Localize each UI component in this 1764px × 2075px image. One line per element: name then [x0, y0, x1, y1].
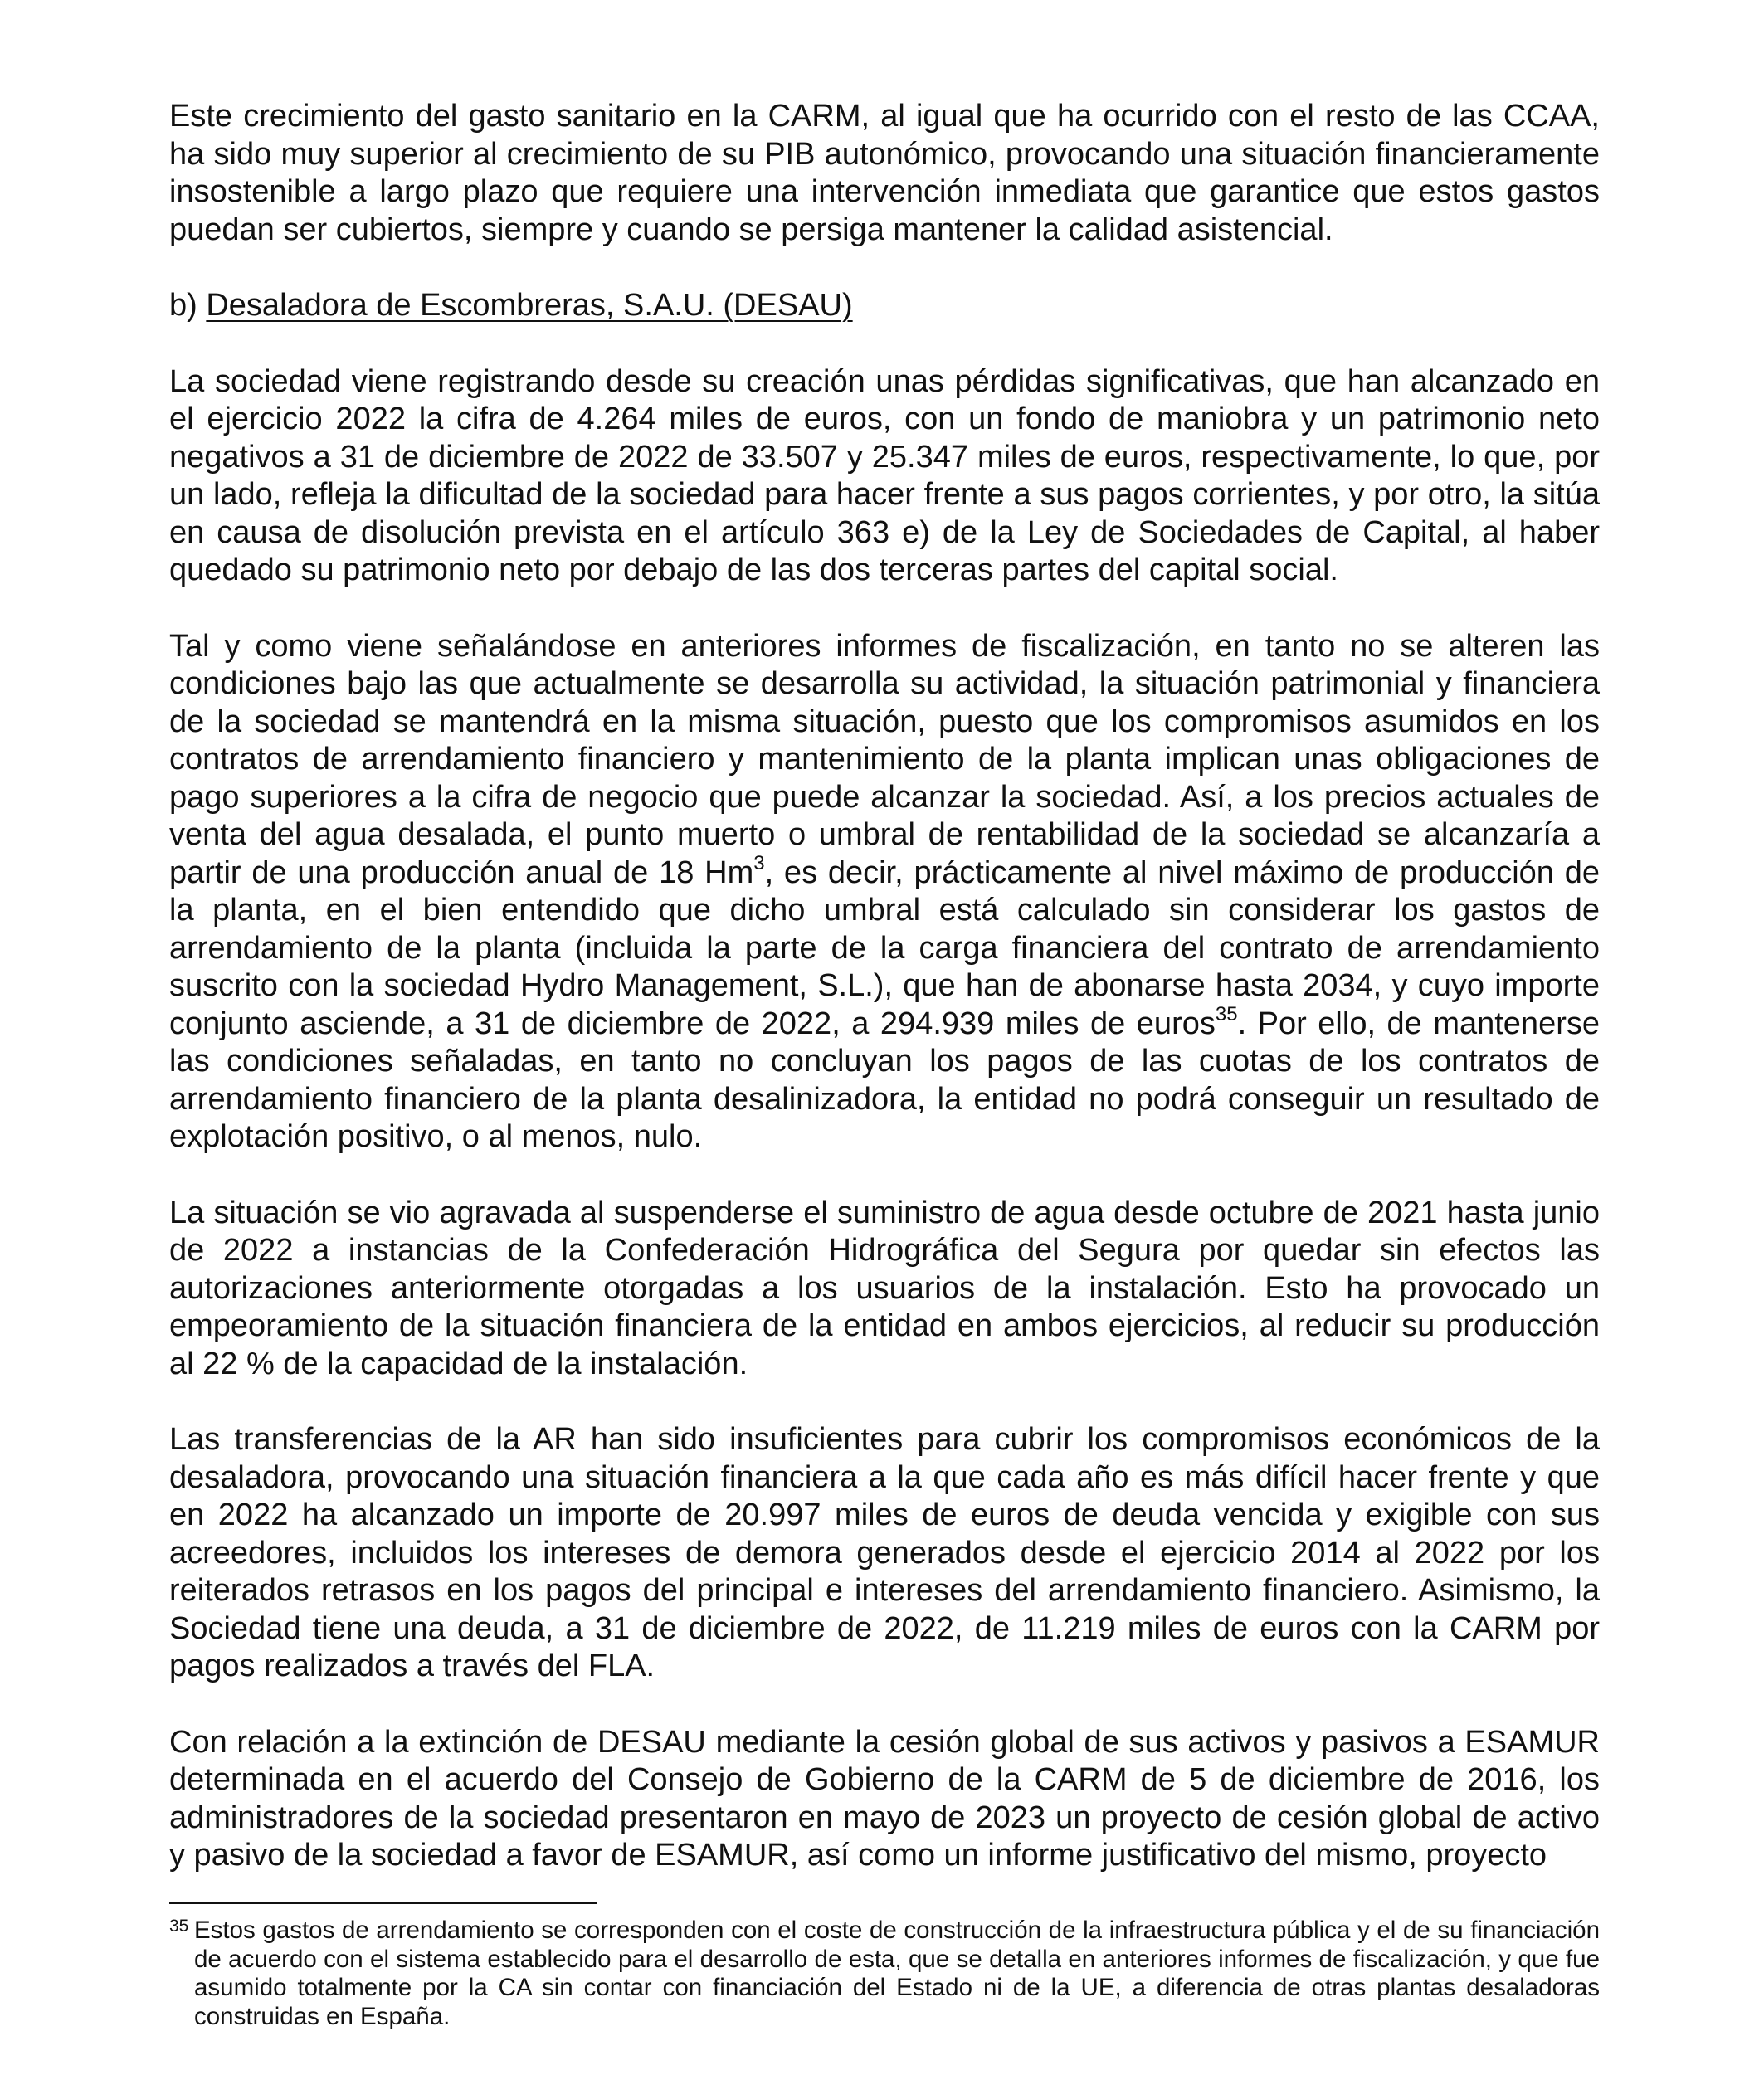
paragraph-text: . Por ello, de mantenerse las condiciones señaladas, en tanto no concluyan los pagos de las cuotas de los contratos de arrendamiento financiero de la planta desalinizadora, la entidad no podrá conseguir un resultado de explotación positivo, o al menos, nulo. — [169, 1006, 1600, 1154]
footnote — [169, 1917, 1600, 2031]
document-body — [169, 98, 1600, 1913]
paragraph-losses: La sociedad viene registrando desde su creación unas pérdidas significativas, que han alcanzado en el ejercicio 2022 la cifra de 4.264 miles de euros, con un fondo de maniobra y un patrimonio neto negativos a 31 de diciembre de 2022 de 33.507 y 25.347 miles de euros, respectivamente, lo que, por un lado, refleja la dificultad de la sociedad para hacer frente a sus pagos corrientes, y por otro, la sitúa en causa de disolución prevista en el artículo 363 e) de la Ley de Sociedades de Capital, al haber quedado su patrimonio neto por debajo de las dos terceras partes del capital social. — [169, 363, 1600, 587]
superscript-cubic: 3 — [753, 851, 765, 874]
paragraph-health-spending: Este crecimiento del gasto sanitario en la CARM, al igual que ha ocurrido con el resto de las CCAA, ha sido muy superior al crecimiento de su PIB autonómico, provocando una situación financieramente insostenible a largo plazo que requiere una intervención inmediata que garantice que estos gastos puedan ser cubiertos, siempre y cuando se persiga mantener la calidad asistencial. — [169, 99, 1600, 247]
section-heading-prefix: b) — [169, 288, 207, 323]
paragraph-text: , es decir, prácticamente al nivel máximo de producción de la planta, en el bien entendido que dicho umbral está calculado sin considerar los gastos de arrendamiento de la planta (incluida la parte de la carga financiera del contrato de arrendamiento suscrito con la sociedad Hydro Management, S.L.), que han de abonarse hasta 2034, y cuyo importe conjunto asciende, a 31 de diciembre de 2022, a 294.939 miles de euros — [169, 855, 1600, 1041]
paragraph-financial-situation — [169, 628, 1600, 1157]
paragraph-text: Tal y como viene señalándose en anteriores informes de fiscalización, en tanto no se alteren las condiciones bajo las que actualmente se desarrolla su actividad, la situación patrimonial y financiera de la sociedad se mantendrá en la misma situación, puesto que los compromisos asumidos en los contratos de arrendamiento financiero y mantenimiento de la planta implican unas obligaciones de pago superiores a la cifra de negocio que puede alcanzar la sociedad. Así, a los precios actuales de venta del agua desalada, el punto muerto o umbral de rentabilidad de la sociedad se alcanzaría a partir de una producción anual de 18 Hm — [169, 628, 1600, 890]
footnote-number: 35 — [169, 1917, 189, 1936]
footnote-separator — [169, 1902, 597, 1904]
paragraph-extinction: Con relación a la extinción de DESAU mediante la cesión global de sus activos y pasivos a ESAMUR determinada en el acuerdo del Consejo de Gobierno de la CARM de 5 de diciembre de 2016, los administradores de la sociedad presentaron en mayo de 2023 un proyecto de cesión global de activo y pasivo de la sociedad a favor de ESAMUR, así como un informe justificativo del mismo, proyecto — [169, 1724, 1600, 1873]
footnote-text: Estos gastos de arrendamiento se corresponden con el coste de construcción de la infraestructura pública y el de su financiación de acuerdo con el sistema establecido para el desarrollo de esta, que se detalla en anteriores informes de fiscalización, y que fue asumido totalmente por la CA sin contar con financiación del Estado ni de la UE, a diferencia de otras plantas desaladoras construidas en España. — [194, 1917, 1600, 2030]
footnote-reference[interactable]: 35 — [1215, 1002, 1238, 1025]
paragraph-supply-suspension: La situación se vio agravada al suspenderse el suministro de agua desde octubre de 2021 hasta junio de 2022 a instancias de la Confederación Hidrográfica del Segura por quedar sin efectos las autorizaciones anteriormente otorgadas a los usuarios de la instalación. Esto ha provocado un empeoramiento de la situación financiera de la entidad en ambos ejercicios, al reducir su producción al 22 % de la capacidad de la instalación. — [169, 1195, 1600, 1381]
section-heading-title: Desaladora de Escombreras, S.A.U. (DESAU) — [206, 288, 853, 323]
section-heading — [169, 287, 1600, 325]
paragraph-transfers: Las transferencias de la AR han sido insuficientes para cubrir los compromisos económicos de la desaladora, provocando una situación financiera a la que cada año es más difícil hacer frente y que en 2022 ha alcanzado un importe de 20.997 miles de euros de deuda vencida y exigible con sus acreedores, incluidos los intereses de demora generados desde el ejercicio 2014 al 2022 por los reiterados retrasos en los pagos del principal e intereses del arrendamiento financiero. Asimismo, la Sociedad tiene una deuda, a 31 de diciembre de 2022, de 11.219 miles de euros con la CARM por pagos realizados a través del FLA. — [169, 1422, 1600, 1683]
